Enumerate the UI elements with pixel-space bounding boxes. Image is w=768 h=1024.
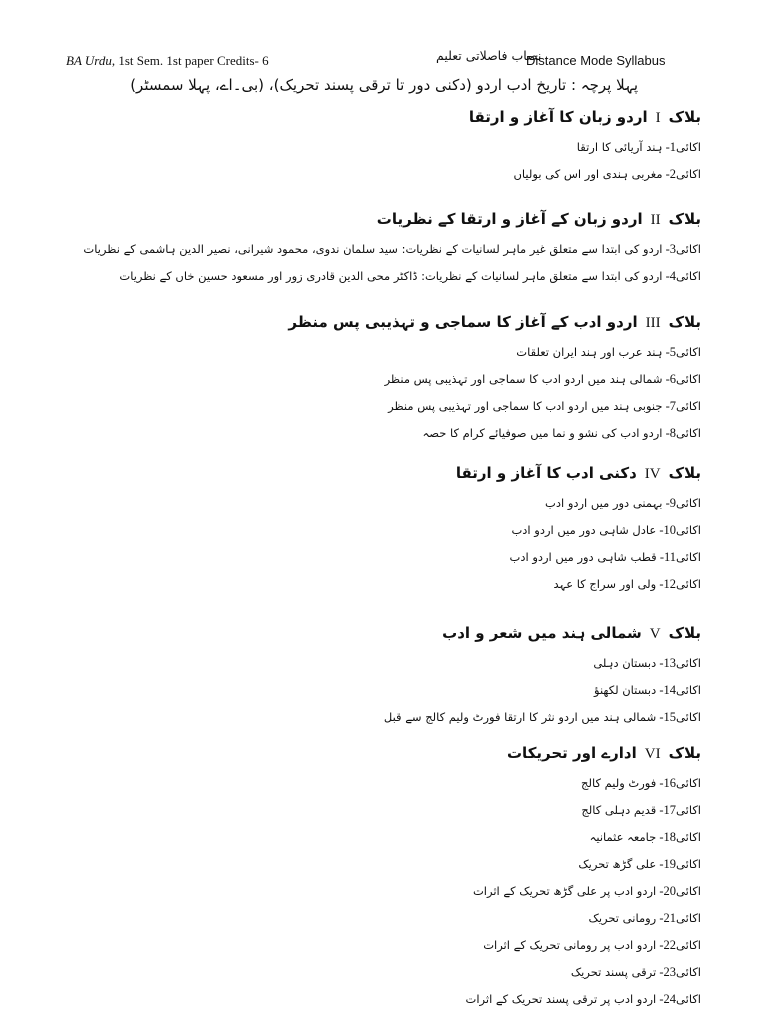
unit-number: 17- [656,803,677,817]
unit-title: شمالی ہند میں اردو ادب کا سماجی اور تہذیبی پس منظر [384,372,663,386]
block-label: بلاک [668,464,701,482]
unit-item [61,366,701,393]
unit-label: اکائی [676,710,701,724]
unit-item [61,161,701,188]
unit-title: فورٹ ولیم کالج [581,776,657,790]
unit-label: اکائی [676,372,701,386]
unit-label: اکائی [676,992,701,1006]
unit-title: ہند آریائی کا ارتقا [576,140,663,154]
unit-item [61,490,701,517]
unit-item [61,544,701,571]
unit-label: اکائی [676,345,701,359]
unit-item [61,571,701,598]
unit-number: 16- [656,776,677,790]
unit-item [61,339,701,366]
unit-label: اکائی [676,911,701,925]
unit-number: 12- [656,577,677,591]
unit-number: 14- [656,683,677,697]
block-3 [61,313,701,447]
block-label: بلاک [668,624,701,642]
block-title: اردو زبان کے آغاز و ارتقا کے نظریات [376,210,643,228]
unit-label: اکائی [676,803,701,817]
unit-item [61,650,701,677]
block-heading [61,744,701,763]
unit-number: 20- [656,884,677,898]
block-heading [61,624,701,643]
unit-number: 13- [656,656,677,670]
unit-number: 6- [662,372,677,386]
paper-title: پہلا پرچہ : تاریخ ادب اردو (دکنی دور تا ترقی پسند تحریک)، (بی۔اے، پہلا سمسٹر) [130,76,638,94]
unit-label: اکائی [676,399,701,413]
unit-number: 10- [656,523,677,537]
block-label: بلاک [668,313,701,331]
unit-label: اکائی [676,242,701,256]
block-numeral: IV [644,466,661,482]
unit-item [61,932,701,959]
unit-label: اکائی [676,884,701,898]
unit-item [61,517,701,544]
unit-title: اردو کی ابتدا سے متعلق ماہر لسانیات کے نظریات: ڈاکٹر محی الدین قادری زور اور مسعود حسین خاں کے نظریات [119,269,663,283]
unit-label: اکائی [676,140,701,154]
unit-title: رومانی تحریک [588,911,657,925]
unit-title: علی گڑھ تحریک [578,857,657,871]
unit-title: اردو ادب پر رومانی تحریک کے اثرات [483,938,657,952]
unit-title: ہند عرب اور ہند ایران تعلقات [516,345,663,359]
unit-label: اکائی [676,656,701,670]
unit-item [61,959,701,986]
unit-number: 1- [662,140,677,154]
block-title: شمالی ہند میں شعر و ادب [442,624,642,642]
unit-number: 4- [662,269,677,283]
unit-number: 9- [662,496,677,510]
unit-label: اکائی [676,269,701,283]
block-2 [61,210,701,290]
unit-label: اکائی [676,167,701,181]
block-label: بلاک [668,210,701,228]
unit-number: 18- [656,830,677,844]
program-name: BA Urdu [66,53,112,68]
unit-label: اکائی [676,426,701,440]
block-numeral: III [645,315,661,331]
course-header [66,53,269,69]
unit-item [61,236,701,263]
block-title: ادارے اور تحریکات [506,744,637,762]
unit-title: اردو ادب پر علی گڑھ تحریک کے اثرات [472,884,657,898]
unit-label: اکائی [676,938,701,952]
block-heading [61,108,701,127]
unit-item [61,770,701,797]
block-label: بلاک [668,108,701,126]
unit-item [61,986,701,1013]
distance-mode-label: Distance Mode Syllabus [526,53,666,68]
block-title: اردو زبان کا آغاز و ارتقا [468,108,648,126]
unit-label: اکائی [676,857,701,871]
unit-number: 3- [662,242,677,256]
unit-title: اردو کی ابتدا سے متعلق غیر ماہر لسانیات کے نظریات: سید سلمان ندوی، محمود شیرانی، نصیر الدین ہاشمی کے نظریات [83,242,663,256]
semester-paper-credits: , 1st Sem. 1st paper Credits- 6 [111,53,269,68]
unit-label: اکائی [676,577,701,591]
unit-title: جنوبی ہند میں اردو ادب کا سماجی اور تہذیبی پس منظر [388,399,663,413]
unit-label: اکائی [676,683,701,697]
unit-number: 8- [662,426,677,440]
unit-title: دبستان دہلی [593,656,657,670]
block-label: بلاک [668,744,701,762]
block-5 [61,624,701,731]
unit-title: ولی اور سراج کا عہد [553,577,657,591]
unit-label: اکائی [676,550,701,564]
block-heading [61,464,701,483]
urdu-syllabus-label: نصاب فاصلاتی تعلیم [436,48,542,63]
unit-number: 5- [662,345,677,359]
block-title: اردو ادب کے آغاز کا سماجی و تہذیبی پس منظر [288,313,638,331]
block-numeral: VI [644,746,661,762]
unit-number: 11- [656,550,677,564]
unit-number: 21- [656,911,677,925]
unit-title: اردو ادب پر ترقی پسند تحریک کے اثرات [465,992,657,1006]
block-1 [61,108,701,188]
unit-number: 2- [662,167,677,181]
unit-title: اردو ادب کی نشو و نما میں صوفیائے کرام کا حصہ [422,426,663,440]
unit-item [61,905,701,932]
unit-title: قطب شاہی دور میں اردو ادب [509,550,657,564]
block-title: دکنی ادب کا آغاز و ارتقا [455,464,637,482]
unit-number: 24- [656,992,677,1006]
unit-item [61,677,701,704]
block-heading [61,313,701,332]
unit-title: قدیم دہلی کالج [581,803,657,817]
unit-number: 7- [662,399,677,413]
unit-title: ترقی پسند تحریک [570,965,657,979]
unit-label: اکائی [676,496,701,510]
unit-item [61,878,701,905]
unit-title: جامعہ عثمانیہ [589,830,657,844]
unit-title: مغربی ہندی اور اس کی بولیاں [513,167,663,181]
block-numeral: V [649,626,661,642]
unit-item [61,393,701,420]
unit-label: اکائی [676,965,701,979]
block-6 [61,744,701,1013]
block-numeral: II [650,212,661,228]
unit-item [61,797,701,824]
block-4 [61,464,701,598]
unit-title: شمالی ہند میں اردو نثر کا ارتقا فورٹ ولیم کالج سے قبل [383,710,657,724]
unit-number: 23- [656,965,677,979]
unit-label: اکائی [676,523,701,537]
unit-item [61,851,701,878]
unit-title: بہمنی دور میں اردو ادب [545,496,663,510]
block-numeral: I [655,110,661,126]
block-heading [61,210,701,229]
unit-number: 19- [656,857,677,871]
unit-number: 22- [656,938,677,952]
unit-title: عادل شاہی دور میں اردو ادب [511,523,657,537]
unit-label: اکائی [676,776,701,790]
unit-item [61,134,701,161]
unit-title: دبستان لکھنؤ [594,683,657,697]
unit-item [61,420,701,447]
unit-item [61,824,701,851]
unit-item [61,704,701,731]
unit-item [61,263,701,290]
unit-number: 15- [656,710,677,724]
unit-label: اکائی [676,830,701,844]
